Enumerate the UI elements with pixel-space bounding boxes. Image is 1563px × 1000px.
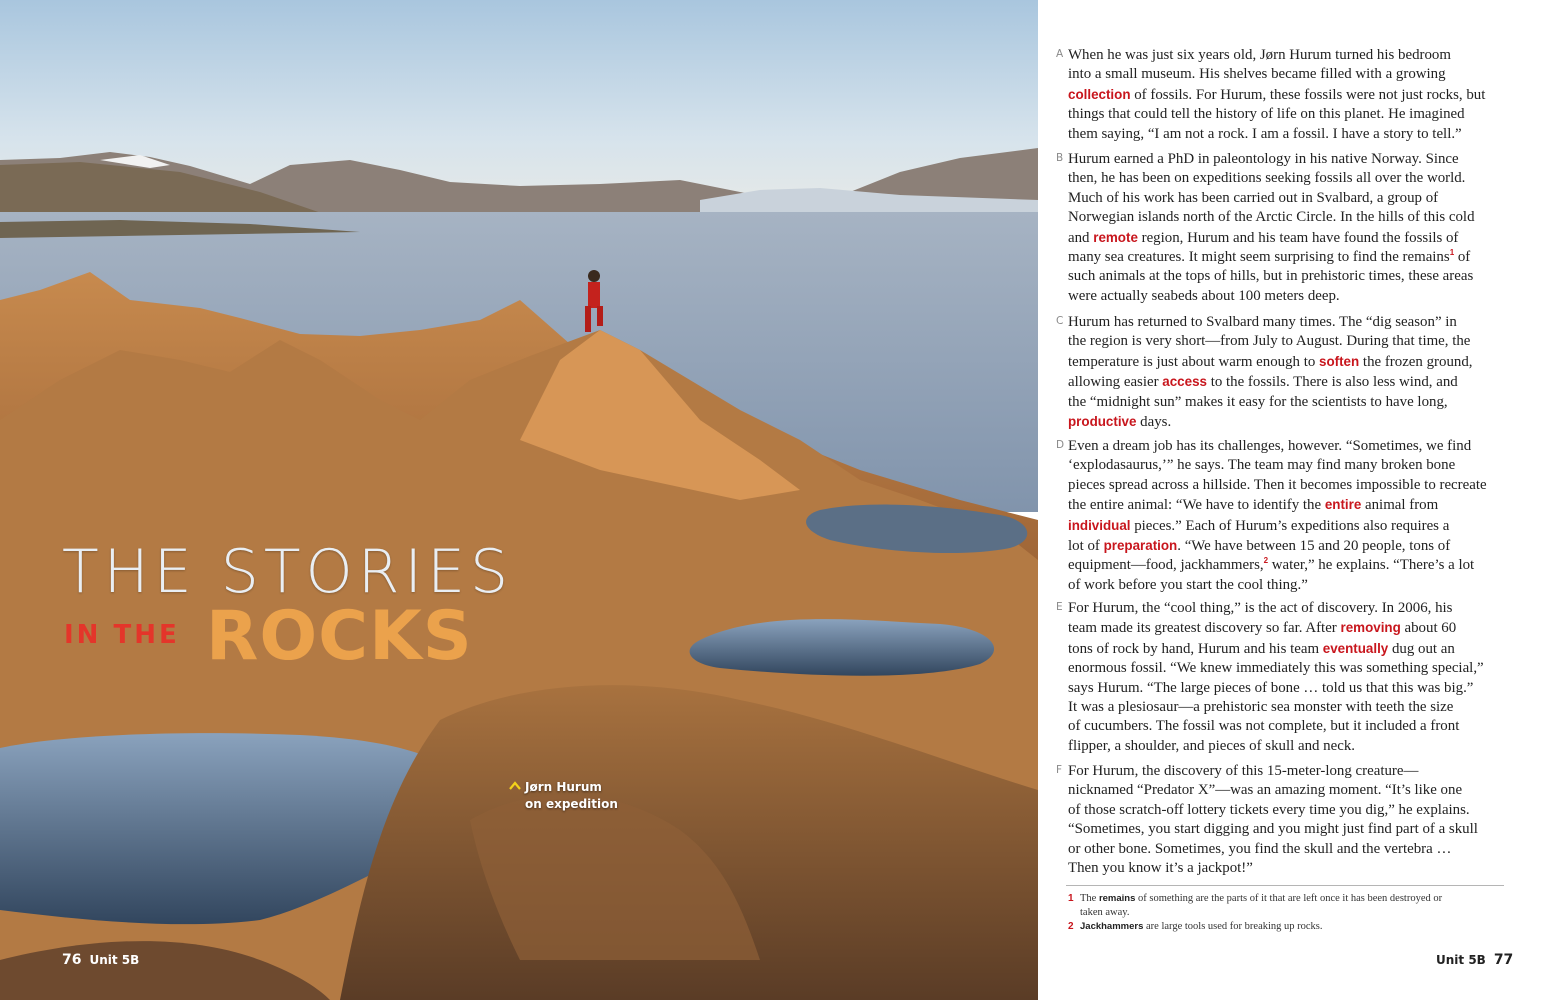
footnote-text bbox=[1080, 920, 1504, 934]
text-segment: such animals at the tops of hills, but in prehistoric times, these areas bbox=[1068, 268, 1474, 285]
text-segment: ‘explodasaurus,’” he says. The team may find many broken bone bbox=[1068, 457, 1456, 474]
text-segment: of fossils. For Hurum, these fossils were not just rocks, but bbox=[1130, 86, 1486, 103]
text-line bbox=[1068, 476, 1504, 495]
text-line bbox=[1068, 840, 1504, 859]
text-segment: temperature is just about warm enough to bbox=[1068, 353, 1320, 370]
text-segment: enormous fossil. “We knew immediately this was something special,” bbox=[1068, 660, 1484, 677]
paragraph bbox=[1056, 46, 1504, 144]
text-line bbox=[1068, 618, 1504, 638]
footnote-number: 1 bbox=[1068, 893, 1074, 904]
text-segment: says Hurum. “The large pieces of bone … told us that this was big.” bbox=[1068, 679, 1474, 696]
text-segment: then, he has been on expeditions seeking fossils all over the world. bbox=[1068, 170, 1466, 187]
vocabulary-keyword: soften bbox=[1319, 353, 1360, 369]
caption-line: Jørn Hurum bbox=[525, 780, 602, 794]
text-segment: Hurum earned a PhD in paleontology in his native Norway. Since bbox=[1068, 151, 1459, 167]
text-segment: For Hurum, the “cool thing,” is the act of discovery. In 2006, his bbox=[1068, 600, 1453, 616]
text-segment: of work before you start the cool thing.” bbox=[1068, 576, 1308, 593]
text-segment: team made its greatest discovery so far. After bbox=[1068, 620, 1341, 637]
text-segment: . “We have between 15 and 20 people, tons of bbox=[1177, 538, 1451, 555]
text-line bbox=[1068, 576, 1504, 595]
text-segment: of something are the parts of it that are left once it has been destroyed or bbox=[1135, 893, 1443, 904]
vocabulary-keyword: productive bbox=[1068, 414, 1137, 430]
text-segment: are large tools used for breaking up rocks. bbox=[1143, 921, 1323, 932]
text-line bbox=[1068, 169, 1504, 188]
vocabulary-keyword: preparation bbox=[1103, 538, 1178, 554]
text-segment: of cucumbers. The fossil was not complete, but it included a front bbox=[1068, 718, 1460, 735]
text-line bbox=[1068, 516, 1504, 536]
paragraph-letter: E bbox=[1056, 601, 1063, 613]
paragraph bbox=[1056, 150, 1504, 306]
text-line bbox=[1068, 556, 1504, 575]
page-number: 77 bbox=[1493, 952, 1514, 968]
paragraph-letter: B bbox=[1056, 152, 1064, 164]
vocabulary-keyword: access bbox=[1162, 374, 1207, 390]
unit-label: Unit 5B bbox=[89, 953, 140, 967]
paragraph-letter: D bbox=[1056, 439, 1065, 451]
caption-text bbox=[525, 779, 645, 813]
text-segment: “Sometimes, you start digging and you might just find part of a skull bbox=[1068, 821, 1478, 838]
right-page-article bbox=[1038, 0, 1563, 1000]
title-line-in-the: IN THE bbox=[64, 620, 180, 650]
footnote-term: Jackhammers bbox=[1080, 921, 1144, 932]
text-line bbox=[1068, 150, 1504, 169]
text-line bbox=[1068, 352, 1504, 372]
text-line bbox=[1068, 412, 1504, 432]
paragraph bbox=[1056, 313, 1504, 432]
text-segment: Hurum has returned to Svalbard many times. The “dig season” in bbox=[1068, 314, 1457, 330]
text-line bbox=[1068, 801, 1504, 820]
text-line bbox=[1068, 679, 1504, 698]
text-segment: tons of rock by hand, Hurum and his team bbox=[1068, 640, 1323, 657]
text-segment: were actually seabeds about 100 meters deep. bbox=[1068, 287, 1340, 304]
vocabulary-keyword: eventually bbox=[1322, 640, 1389, 656]
vocabulary-keyword: entire bbox=[1324, 497, 1362, 513]
paragraph bbox=[1056, 762, 1504, 878]
text-segment: region, Hurum and his team have found the fossils of bbox=[1137, 229, 1459, 246]
text-segment: lot of bbox=[1068, 538, 1104, 555]
paragraph-letter: A bbox=[1056, 48, 1064, 60]
text-segment: the entire animal: “We have to identify the bbox=[1068, 497, 1325, 514]
text-line bbox=[1068, 125, 1504, 144]
footnote-line bbox=[1080, 892, 1504, 906]
text-segment: Much of his work has been carried out in Svalbard, a group of bbox=[1068, 189, 1439, 206]
text-line bbox=[1068, 781, 1504, 800]
text-segment: days. bbox=[1136, 414, 1172, 431]
text-line bbox=[1068, 248, 1504, 267]
footnote-line bbox=[1080, 906, 1504, 920]
text-line bbox=[1068, 189, 1504, 208]
paragraph bbox=[1056, 599, 1504, 756]
text-segment: the frozen ground, bbox=[1359, 353, 1473, 370]
text-segment: equipment—food, jackhammers, bbox=[1068, 557, 1264, 574]
text-segment: For Hurum, the discovery of this 15-meter-long creature— bbox=[1068, 763, 1419, 779]
text-segment: many sea creatures. It might seem surprising to find the remains bbox=[1068, 249, 1450, 266]
text-segment: animal from bbox=[1361, 497, 1439, 514]
vocabulary-keyword: remote bbox=[1093, 229, 1138, 245]
text-line bbox=[1068, 208, 1504, 227]
text-segment: Even a dream job has its challenges, however. “Sometimes, we find bbox=[1068, 438, 1472, 454]
title-line-the-stories: THE STORIES bbox=[62, 537, 514, 607]
text-line bbox=[1068, 287, 1504, 306]
text-segment: nicknamed “Predator X”—was an amazing moment. “It’s like one bbox=[1068, 782, 1463, 799]
text-segment: into a small museum. His shelves became filled with a growing bbox=[1068, 66, 1446, 83]
footnote-text bbox=[1080, 892, 1504, 920]
text-segment: flipper, a shoulder, and pieces of skull and neck. bbox=[1068, 737, 1356, 754]
text-segment: the region is very short—from July to August. During that time, the bbox=[1068, 333, 1471, 350]
text-line bbox=[1068, 737, 1504, 756]
paragraph bbox=[1056, 437, 1504, 595]
text-segment: about 60 bbox=[1400, 620, 1457, 637]
text-line bbox=[1068, 372, 1504, 392]
text-segment: The bbox=[1080, 893, 1099, 904]
footnote-number: 2 bbox=[1068, 921, 1074, 932]
text-line bbox=[1068, 698, 1504, 717]
text-segment: dug out an bbox=[1388, 640, 1455, 657]
vocabulary-keyword: individual bbox=[1068, 517, 1131, 533]
text-segment: and bbox=[1068, 229, 1094, 246]
text-segment: things that could tell the history of life on this planet. He imagined bbox=[1068, 106, 1465, 123]
text-line bbox=[1068, 456, 1504, 475]
text-segment: When he was just six years old, Jørn Hurum turned his bedroom bbox=[1068, 47, 1451, 63]
text-line bbox=[1068, 393, 1504, 412]
text-line bbox=[1068, 599, 1504, 618]
text-line bbox=[1068, 717, 1504, 736]
text-line bbox=[1068, 437, 1504, 456]
caret-up-icon bbox=[509, 781, 521, 791]
text-segment: to the fossils. There is also less wind, and bbox=[1206, 374, 1458, 391]
text-segment: pieces.” Each of Hurum’s expeditions also requires a bbox=[1130, 517, 1450, 534]
text-line bbox=[1068, 85, 1504, 105]
text-line bbox=[1068, 267, 1504, 286]
footnote-reference: 1 bbox=[1449, 248, 1455, 258]
text-segment: allowing easier bbox=[1068, 374, 1163, 391]
footnote-term: remains bbox=[1098, 893, 1136, 904]
text-segment: the “midnight sun” makes it easy for the scientists to have long, bbox=[1068, 393, 1448, 410]
text-segment: Then you know it’s a jackpot!” bbox=[1068, 860, 1253, 877]
title-line-rocks: ROCKS bbox=[206, 597, 473, 676]
text-line bbox=[1068, 332, 1504, 351]
vocabulary-keyword: collection bbox=[1068, 86, 1131, 102]
text-segment: them saying, “I am not a rock. I am a fossil. I have a story to tell.” bbox=[1068, 125, 1462, 142]
text-segment: water,” he explains. “There’s a lot bbox=[1268, 557, 1475, 574]
paragraph-letter: C bbox=[1056, 315, 1064, 327]
footnote-divider bbox=[1066, 885, 1504, 886]
text-segment: taken away. bbox=[1080, 907, 1130, 918]
text-line bbox=[1068, 536, 1504, 556]
text-line bbox=[1068, 659, 1504, 678]
footnote-line bbox=[1080, 920, 1504, 934]
text-line bbox=[1068, 313, 1504, 332]
text-segment: It was a plesiosaur—a prehistoric sea monster with teeth the size bbox=[1068, 699, 1454, 716]
left-folio bbox=[62, 952, 139, 968]
text-line bbox=[1068, 65, 1504, 84]
text-line bbox=[1068, 762, 1504, 781]
text-line bbox=[1068, 105, 1504, 124]
text-line bbox=[1068, 820, 1504, 839]
right-folio bbox=[1436, 952, 1513, 968]
unit-label: Unit 5B bbox=[1436, 953, 1486, 967]
text-line bbox=[1068, 228, 1504, 248]
paragraph-letter: F bbox=[1056, 764, 1063, 776]
text-segment: Norwegian islands north of the Arctic Circle. In the hills of this cold bbox=[1068, 209, 1475, 226]
caption-line: on expedition bbox=[525, 797, 618, 811]
text-line bbox=[1068, 639, 1504, 659]
footnote-reference: 2 bbox=[1263, 556, 1269, 566]
text-segment: pieces spread across a hillside. Then it becomes impossible to recreate bbox=[1068, 476, 1487, 493]
text-segment: of bbox=[1454, 249, 1471, 266]
vocabulary-keyword: removing bbox=[1340, 620, 1401, 636]
text-segment: or other bone. Sometimes, you find the skull and the vertebra … bbox=[1068, 840, 1452, 857]
text-line bbox=[1068, 46, 1504, 65]
text-segment: of those scratch-off lottery tickets every time you dig,” he explains. bbox=[1068, 801, 1470, 818]
page-number: 76 bbox=[62, 952, 82, 968]
text-line bbox=[1068, 859, 1504, 878]
text-line bbox=[1068, 495, 1504, 515]
